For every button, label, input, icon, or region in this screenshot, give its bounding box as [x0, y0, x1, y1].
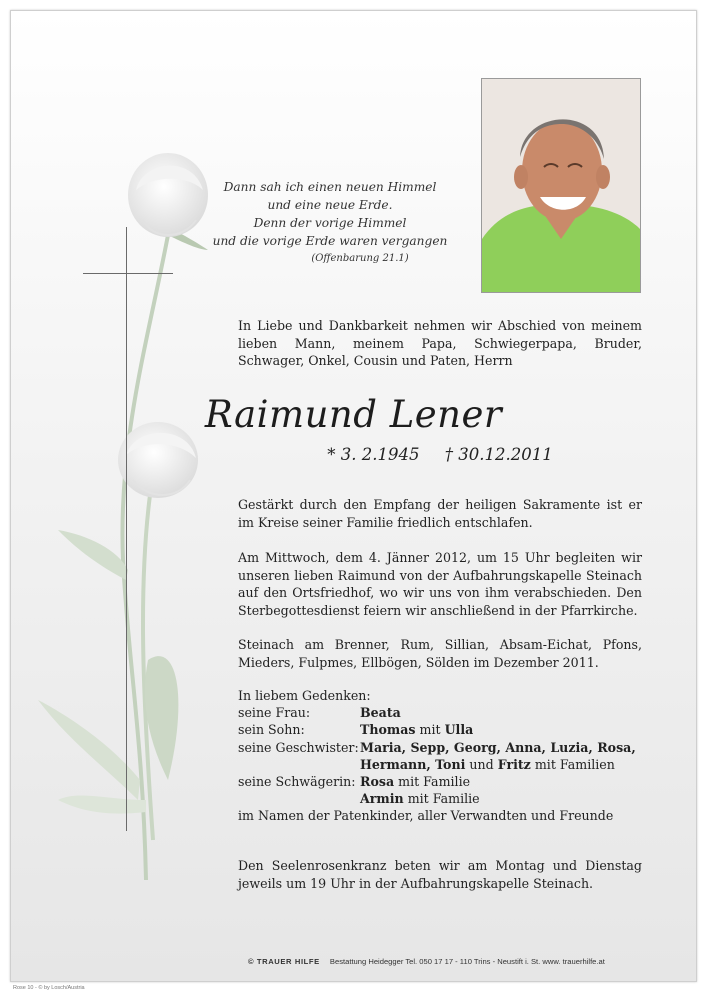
cross-horizontal — [83, 273, 173, 274]
family-heading: In liebem Gedenken: — [238, 688, 371, 703]
family-label: seine Geschwister: — [238, 739, 359, 755]
family-name: Ulla — [444, 722, 474, 738]
family-list — [238, 687, 648, 825]
death-date: † 30.12.2011 — [444, 445, 553, 464]
family-suffix: mit Familien — [534, 756, 615, 772]
rosary-paragraph: Den Seelenrosenkranz beten wir am Montag und Dienstag jeweils um 19 Uhr in der Aufbahrungskapelle Steinach. — [238, 858, 642, 891]
family-row — [238, 704, 648, 721]
sacraments-paragraph: Gestärkt durch den Empfang der heiligen Sakramente ist er im Kreise seiner Familie friedlich entschlafen. — [238, 497, 642, 530]
family-closing: im Namen der Patenkinder, aller Verwandten und Freunde — [238, 808, 614, 824]
quote-source: (Offenbarung 21.1) — [311, 253, 409, 264]
family-suffix: mit Familie — [407, 791, 480, 807]
places-paragraph: Steinach am Brenner, Rum, Sillian, Absam-Eichat, Pfons, Mieders, Fulpmes, Ellbögen, Sölden im Dezember 2011. — [238, 637, 642, 670]
life-dates — [238, 445, 642, 464]
quote-line: und die vorige Erde waren vergangen — [212, 234, 448, 248]
quote-line: und eine neue Erde. — [267, 198, 393, 212]
bible-quote — [205, 178, 455, 267]
family-row — [238, 790, 648, 807]
family-conj: und — [469, 756, 494, 772]
copyright-note: Rose 10 - © by Losch/Austria — [13, 985, 85, 991]
birth-date: * 3. 2.1945 — [327, 445, 420, 464]
family-label: sein Sohn: — [238, 722, 305, 738]
family-label: seine Schwägerin: — [238, 774, 356, 790]
portrait-photo — [481, 78, 641, 293]
family-name: Hermann, Toni — [360, 756, 466, 772]
family-row — [238, 756, 648, 773]
family-name: Rosa — [360, 774, 395, 790]
family-name: Thomas — [360, 722, 416, 738]
family-suffix: mit Familie — [398, 774, 471, 790]
trauerhilfe-logo: © TRAUER HILFE — [248, 957, 320, 966]
family-name: Maria, Sepp, Georg, Anna, Luzia, Rosa, — [360, 739, 636, 755]
funeral-paragraph: Am Mittwoch, dem 4. Jänner 2012, um 15 Uhr begleiten wir unseren lieben Raimund von der Aufbahrungskapelle Steinach auf den Ortsfriedhof, wo wir uns von ihm verabschieden. Den Sterbegottesdienst feiern wir anschließend in der Pfarrkirche. — [238, 550, 642, 618]
portrait-image — [482, 79, 640, 292]
white-roses-illustration — [28, 140, 228, 900]
footer-text: Bestattung Heidegger Tel. 050 17 17 - 110 Trins - Neustift i. St. www. trauerhilfe.at — [329, 957, 605, 966]
family-name: Fritz — [497, 756, 531, 772]
cross-vertical — [126, 227, 127, 831]
quote-line: Denn der vorige Himmel — [253, 216, 407, 230]
quote-line: Dann sah ich einen neuen Himmel — [223, 180, 437, 194]
footer — [248, 957, 605, 966]
family-row — [238, 739, 648, 756]
deceased-name: Raimund Lener — [204, 393, 503, 436]
family-row — [238, 773, 648, 790]
family-label: seine Frau: — [238, 705, 311, 721]
family-name: Beata — [360, 705, 401, 721]
intro-text: In Liebe und Dankbarkeit nehmen wir Abschied von meinem lieben Mann, meinem Papa, Schwiegerpapa, Bruder, Schwager, Onkel, Cousin und Paten, Herrn — [238, 318, 642, 369]
family-row — [238, 721, 648, 738]
family-conj: mit — [419, 722, 441, 738]
family-name: Armin — [360, 791, 404, 807]
